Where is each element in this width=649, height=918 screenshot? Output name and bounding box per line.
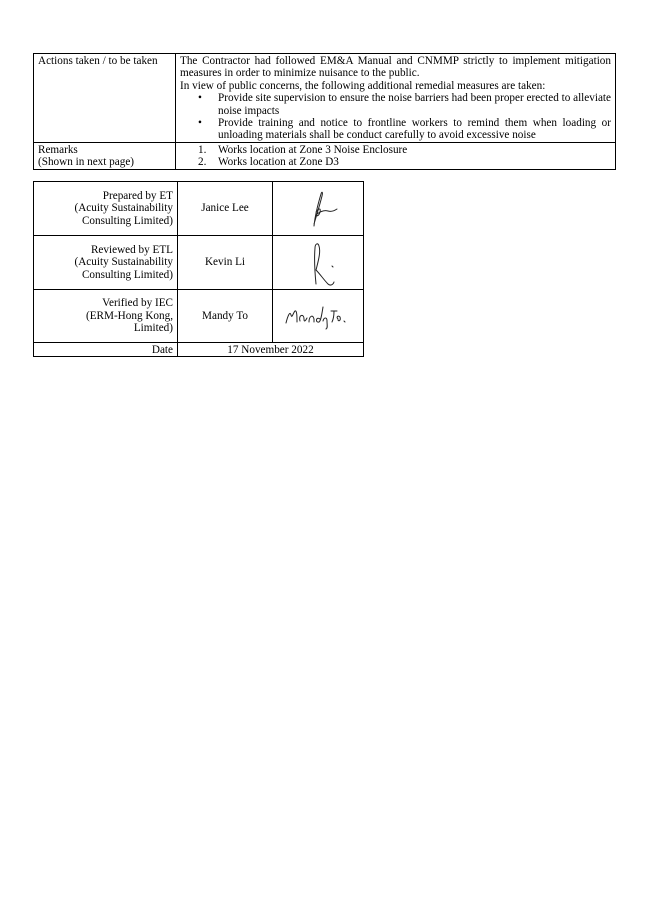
signoff-row-prepared xyxy=(34,182,364,236)
remarks-label-line-1: Remarks xyxy=(38,143,78,156)
actions-bullet-list xyxy=(180,92,611,142)
role-line: Limited) xyxy=(133,322,173,335)
role-line: (Acuity Sustainability xyxy=(74,202,173,215)
actions-bullet-1: • Provide site supervision to ensure the noise barriers had been proper erected to alleviate noise impacts xyxy=(218,92,611,117)
role-line: Consulting Limited) xyxy=(81,214,173,227)
actions-remarks-table xyxy=(33,53,616,170)
signature-mandy-to xyxy=(273,290,364,343)
remarks-item-number: 1. xyxy=(198,143,207,156)
signoff-name: Mandy To xyxy=(178,290,273,343)
remarks-item-number: 2. xyxy=(198,156,207,169)
remarks-label-line-2: (Shown in next page) xyxy=(38,156,135,169)
role-line: Prepared by ET xyxy=(102,189,173,202)
actions-paragraph-2: In view of public concerns, the following additional remedial measures are taken: xyxy=(180,79,546,92)
remarks-item-2 xyxy=(198,156,611,169)
remarks-list xyxy=(180,144,611,169)
remarks-item-text: Works location at Zone 3 Noise Enclosure xyxy=(218,143,408,156)
signoff-row-reviewed xyxy=(34,236,364,290)
actions-label: Actions taken / to be taken xyxy=(34,54,176,143)
role-line: (ERM-Hong Kong, xyxy=(85,309,173,322)
remarks-content xyxy=(176,142,616,169)
signoff-role xyxy=(34,182,178,236)
remarks-item-text: Works location at Zone D3 xyxy=(218,156,339,169)
signoff-row-verified xyxy=(34,290,364,343)
signature-image xyxy=(288,238,348,288)
remarks-item-1 xyxy=(198,143,611,156)
role-line: Reviewed by ETL xyxy=(90,243,173,256)
role-line: Consulting Limited) xyxy=(81,268,173,281)
signoff-row-date xyxy=(34,343,364,357)
signature-kevin-li xyxy=(273,236,364,290)
role-line: Verified by IEC xyxy=(102,297,173,310)
signature-image xyxy=(282,301,354,331)
signoff-table xyxy=(33,181,364,357)
date-label: Date xyxy=(34,343,178,357)
remarks-row xyxy=(34,142,616,169)
signoff-role xyxy=(34,236,178,290)
date-value: 17 November 2022 xyxy=(178,343,364,357)
signature-image xyxy=(288,186,348,232)
actions-content xyxy=(176,54,616,143)
actions-row xyxy=(34,54,616,143)
role-line: (Acuity Sustainability xyxy=(74,256,173,269)
signoff-name: Janice Lee xyxy=(178,182,273,236)
signoff-role xyxy=(34,290,178,343)
signature-janice-lee xyxy=(273,182,364,236)
signoff-name: Kevin Li xyxy=(178,236,273,290)
remarks-label xyxy=(34,142,176,169)
actions-bullet-2: • Provide training and notice to frontline workers to remind them when loading or unloading materials shall be conduct carefully to avoid excessive noise xyxy=(218,117,611,142)
actions-paragraph-1: The Contractor had followed EM&A Manual and CNMMP strictly to implement mitigation measures in order to minimize nuisance to the public. xyxy=(180,55,611,80)
